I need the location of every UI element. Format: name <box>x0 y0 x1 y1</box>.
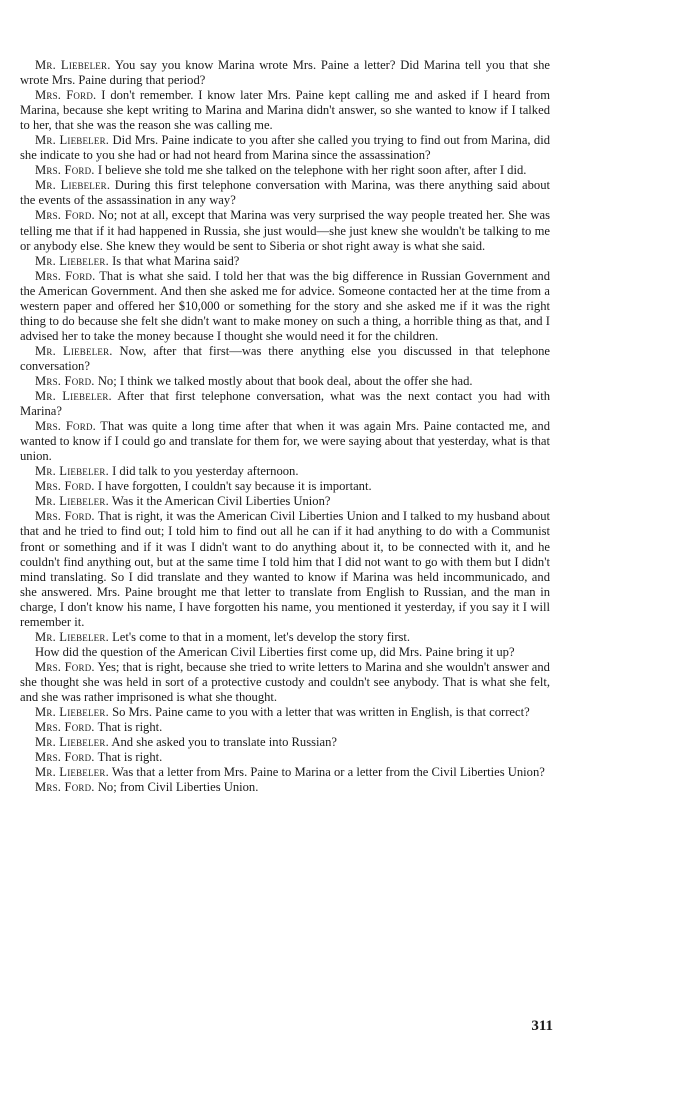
speaker-label: Mr. Liebeler. <box>35 389 112 404</box>
paragraph-text: I don't remember. I know later Mrs. Paine kept calling me and asked if I heard from Marina, because she kept writing to Marina and Marina didn't answer, so she wanted to know if I talked to her, that she was the reason she was calling me. <box>20 88 550 133</box>
paragraph <box>20 133 550 163</box>
speaker-label: Mr. Liebeler. <box>35 765 109 780</box>
speaker-label: Mrs. Ford. <box>35 479 95 494</box>
speaker-label: Mr. Liebeler. <box>35 253 109 268</box>
speaker-label: Mrs. Ford. <box>35 750 95 765</box>
paragraph-text: Now, after that first—was there anything else you discussed in that telephone conversation? <box>20 343 551 373</box>
paragraph <box>20 660 550 705</box>
speaker-label: Mrs. Ford. <box>35 659 95 674</box>
paragraph-text: That is what she said. I told her that was the big difference in Russian Government and the American Government. And then she asked me for advice. Someone contacted her at the time from a western paper and offered her $10,000 or something for the story and she asked me if it was the right thing to do because she felt she didn't want to make money on such a thing, a horrible thing as that, and I advised her to take the money because I thought she would need it for the children. <box>20 268 550 343</box>
paragraph-text: Let's come to that in a moment, let's develop the story first. <box>112 629 411 644</box>
speaker-label: Mrs. Ford. <box>35 208 95 223</box>
speaker-label: Mrs. Ford. <box>35 509 95 524</box>
speaker-label: Mr. Liebeler. <box>35 178 111 193</box>
paragraph <box>20 464 550 479</box>
speaker-label: Mr. Liebeler. <box>35 464 109 479</box>
paragraph-text: Is that what Marina said? <box>112 253 240 268</box>
paragraph-text: I believe she told me she talked on the telephone with her right soon after, after I did. <box>97 163 527 178</box>
paragraph-text: That is right, it was the American Civil Liberties Union and I talked to my husband about that and he tried to find out; I told him to find out all he can if it had anything to do with a Communist front or something and if it was I didn't want to do anything about it, to be connected with it, and he couldn't find anything out, but at the same time I told him that I did not want to go with them but I didn't mind translating. So I did translate and they wanted to know if Marina was held incommunicado, and she answered. Mrs. Paine brought me that letter to translate from English to Russian, and the man in charge, I don't know his name, I have forgotten his name, you mentioned it yesterday, if you say it I will remember it. <box>20 509 550 629</box>
paragraph-text: No; not at all, except that Marina was very surprised the way people treated her. She was telling me that if it had happened in Russia, she just would—she just knew she wouldn't be talking to me or anybody else. She knew they would be sent to Siberia or shot right away is what she said. <box>20 208 550 253</box>
paragraph <box>20 479 550 494</box>
speaker-label: Mrs. Ford. <box>35 419 97 434</box>
paragraph-text: Yes; that is right, because she tried to write letters to Marina and she wouldn't answer and she thought she was held in sort of a protective custody and couldn't see anybody. That is what she felt, and she was rather imprisoned is what she thought. <box>20 659 550 704</box>
paragraph <box>20 494 550 509</box>
paragraph <box>20 58 550 88</box>
paragraph-text: No; from Civil Liberties Union. <box>97 780 259 795</box>
speaker-label: Mrs. Ford. <box>35 780 95 795</box>
paragraph <box>20 630 550 645</box>
paragraph <box>20 269 550 344</box>
paragraph-text: That is right. <box>97 750 163 765</box>
paragraph <box>20 735 550 750</box>
paragraph-text: How did the question of the American Civil Liberties first come up, did Mrs. Paine bring it up? <box>35 644 515 659</box>
speaker-label: Mrs. Ford. <box>35 88 97 103</box>
page-number: 311 <box>531 1018 553 1034</box>
speaker-label: Mr. Liebeler. <box>35 629 109 644</box>
paragraph <box>20 780 550 795</box>
speaker-label: Mrs. Ford. <box>35 720 95 735</box>
paragraph <box>20 254 550 269</box>
paragraph-text: After that first telephone conversation, what was the next contact you had with Marina? <box>20 389 550 419</box>
paragraph <box>20 419 550 464</box>
paragraph-text: During this first telephone conversation with Marina, was there anything said about the events of the assassination in any way? <box>20 178 551 208</box>
paragraph-text: That was quite a long time after that when it was again Mrs. Paine contacted me, and wanted to know if I could go and translate for them for, we were saying about that yesterday, what is that union. <box>20 419 550 464</box>
paragraph-text: So Mrs. Paine came to you with a letter that was written in English, is that correct? <box>112 705 530 720</box>
speaker-label: Mr. Liebeler. <box>35 705 109 720</box>
paragraph <box>20 705 550 720</box>
paragraph <box>20 178 550 208</box>
speaker-label: Mr. Liebeler. <box>35 133 110 148</box>
paragraph <box>20 720 550 735</box>
transcript-page <box>20 58 550 795</box>
paragraph <box>20 509 550 629</box>
paragraph-text: Was that a letter from Mrs. Paine to Marina or a letter from the Civil Liberties Union? <box>111 765 545 780</box>
paragraph-text: I did talk to you yesterday afternoon. <box>112 464 299 479</box>
paragraph-text: That is right. <box>97 720 163 735</box>
speaker-label: Mrs. Ford. <box>35 163 95 178</box>
paragraph <box>20 645 550 660</box>
paragraph-text: You say you know Marina wrote Mrs. Paine a letter? Did Marina tell you that she wrote Mrs. Paine during that period? <box>20 58 550 88</box>
paragraph-text: I have forgotten, I couldn't say because it is important. <box>97 479 372 494</box>
paragraph-text: And she asked you to translate into Russian? <box>111 735 338 750</box>
paragraph <box>20 344 550 374</box>
speaker-label: Mr. Liebeler. <box>35 735 109 750</box>
paragraph <box>20 208 550 253</box>
speaker-label: Mrs. Ford. <box>35 373 95 388</box>
speaker-label: Mrs. Ford. <box>35 268 96 283</box>
paragraph-text: Was it the American Civil Liberties Union? <box>111 494 331 509</box>
paragraph <box>20 163 550 178</box>
speaker-label: Mr. Liebeler. <box>35 58 111 72</box>
paragraph-text: No; I think we talked mostly about that book deal, about the offer she had. <box>97 373 473 388</box>
paragraph-text: Did Mrs. Paine indicate to you after she called you trying to find out from Marina, did she indicate to you she had or had not heard from Marina since the assassination? <box>20 133 550 163</box>
paragraph <box>20 750 550 765</box>
paragraph <box>20 765 550 780</box>
paragraph <box>20 389 550 419</box>
paragraph <box>20 374 550 389</box>
speaker-label: Mr. Liebeler. <box>35 494 109 509</box>
paragraph <box>20 88 550 133</box>
speaker-label: Mr. Liebeler. <box>35 343 113 358</box>
